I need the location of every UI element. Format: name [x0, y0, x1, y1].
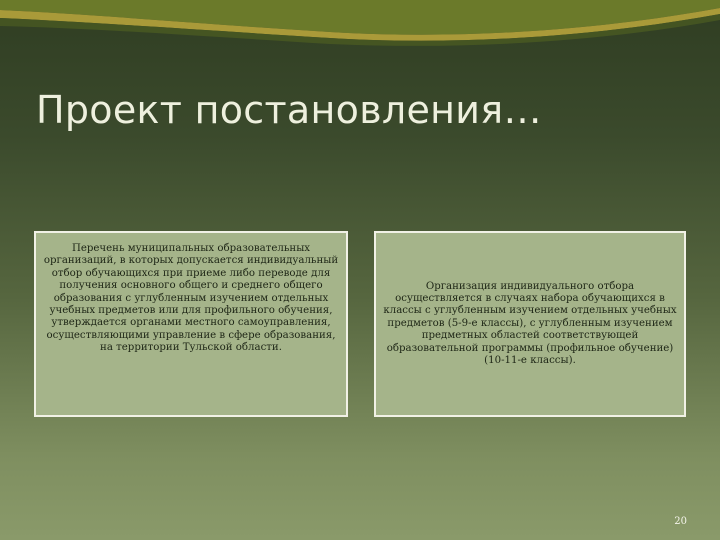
right-text-box: [374, 231, 686, 417]
slide-title: Проект постановления…: [36, 88, 542, 132]
page-number: 20: [674, 516, 687, 527]
left-box-text: Перечень муниципальных образовательных организаций, в которых допускается индивидуальный отбор обучающихся при приеме либо переводе для получения основного общего и среднего общего образования с углубленным изучением отдельных учебных предметов или для профильного обучения, утверждается органами местного самоуправления, осуществляющими управление в сфере образования, на территории Тульской области.: [43, 243, 339, 354]
left-text-box: [34, 231, 348, 417]
right-box-text: Организация индивидуального отбора осуществляется в случаях набора обучающихся в классы с углубленным изучением отдельных учебных предметов (5-9-е классы), с углубленным изучением предметных областей соответствующей образовательной программы (профильное обучение) (10-11-е классы).: [383, 280, 677, 367]
decorative-wave: [0, 0, 720, 60]
